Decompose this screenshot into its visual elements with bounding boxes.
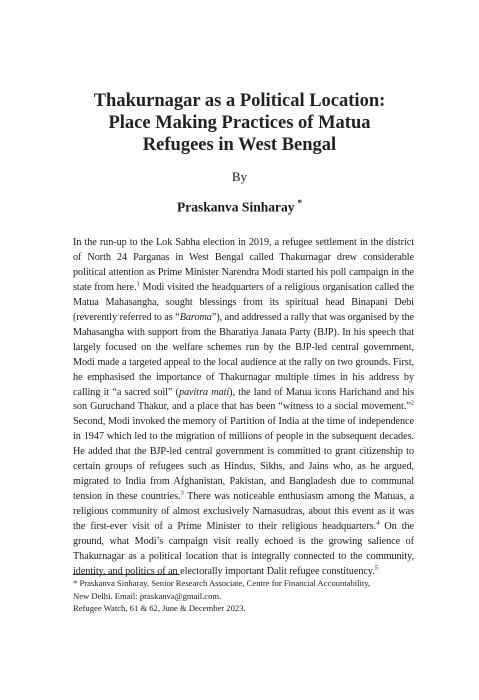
footnote-ref-4: 4: [376, 519, 380, 527]
body-text-4: ), the land of Matua icons Harichand and his son Guruchand Thakur, and a place that has been “witness to a social movement.”: [73, 386, 414, 413]
body-text-2: Modi visited the headquarters of a religious organisation called the Matua Mahasangha, sought blessings from its spiritual head Binapani Debi (reverently referred to as “: [73, 281, 415, 323]
footnote-ref-2: 2: [410, 400, 414, 408]
footnote-ref-5: 5: [374, 564, 378, 572]
author-name: [0, 198, 479, 216]
footnote-block: [73, 577, 418, 615]
footnote-ref-1: 1: [136, 280, 140, 288]
footnote-line-3: Refugee Watch, 61 & 62, June & December 2023.: [73, 603, 246, 614]
title-line-2: Place Making Practices of Matua: [108, 113, 371, 133]
body-text-7: On the ground, what Modi’s campaign visit really echoed is the growing salience of Thakurnagar as a political location that is integrally connected to the community, identity, and politics of an electorally important Dalit refugee constituency.: [73, 521, 414, 577]
footnote-divider: [73, 574, 180, 575]
footnote-line-1: * Praskanva Sinharay, Senior Research Associate, Centre for Financial Accountability,: [73, 578, 371, 588]
footnote-line-2: New Delhi. Email: praskanva@gmail.com.: [73, 590, 222, 601]
body-text-3: ”), and addressed a rally that was organised by the Mahasangha with support from the Bharatiya Janata Party (BJP). In his speech that largely focused on the welfare schemes run by the BJP-led central government, Modi made a targeted appeal to the local audience at the rally on two grounds. First, he emphasised the importance of Thakurnagar multiple times in his address by calling it “a sacred soil” (: [73, 311, 415, 398]
footnote-ref-3: 3: [180, 489, 184, 497]
body-paragraph: [73, 236, 414, 580]
body-text-1: In the run-up to the Lok Sabha election in 2019, a refugee settlement in the district of North 24 Parganas in West Bengal called Thakurnagar drew considerable political attention as Prime Minister Narendra Modi started his poll campaign in the state from here.: [73, 237, 414, 293]
term-baroma: Baroma: [179, 311, 212, 323]
author-footnote-mark: *: [297, 198, 302, 208]
author-name-text: Praskanva Sinharay: [177, 199, 295, 215]
title-line-3: Refugees in West Bengal: [142, 135, 337, 155]
body-text-5: Second, Modi invoked the memory of Partition of India at the time of independence in 1947 which led to the migration of millions of people in the subsequent decades. He added that the BJP-led central government is committed to grant citizenship to certain groups of refugees such as Hindus, Sikhs, and Jains who, as he argued, migrated to India from Afghanistan, Pakistan, and Bangladesh due to communal tension in these countries.: [73, 416, 414, 503]
article-title: [40, 90, 439, 156]
body-text-6: There was noticeable enthusiasm among the Matuas, a religious community of almost exclusively Namasudras, about this event as it was the first-ever visit of a Prime Minister to their religious headquarters.: [73, 491, 414, 533]
title-line-1: Thakurnagar as a Political Location:: [93, 91, 386, 111]
byline-by: By: [231, 169, 248, 184]
term-pavitra-mati: pavitra mati: [178, 386, 230, 398]
